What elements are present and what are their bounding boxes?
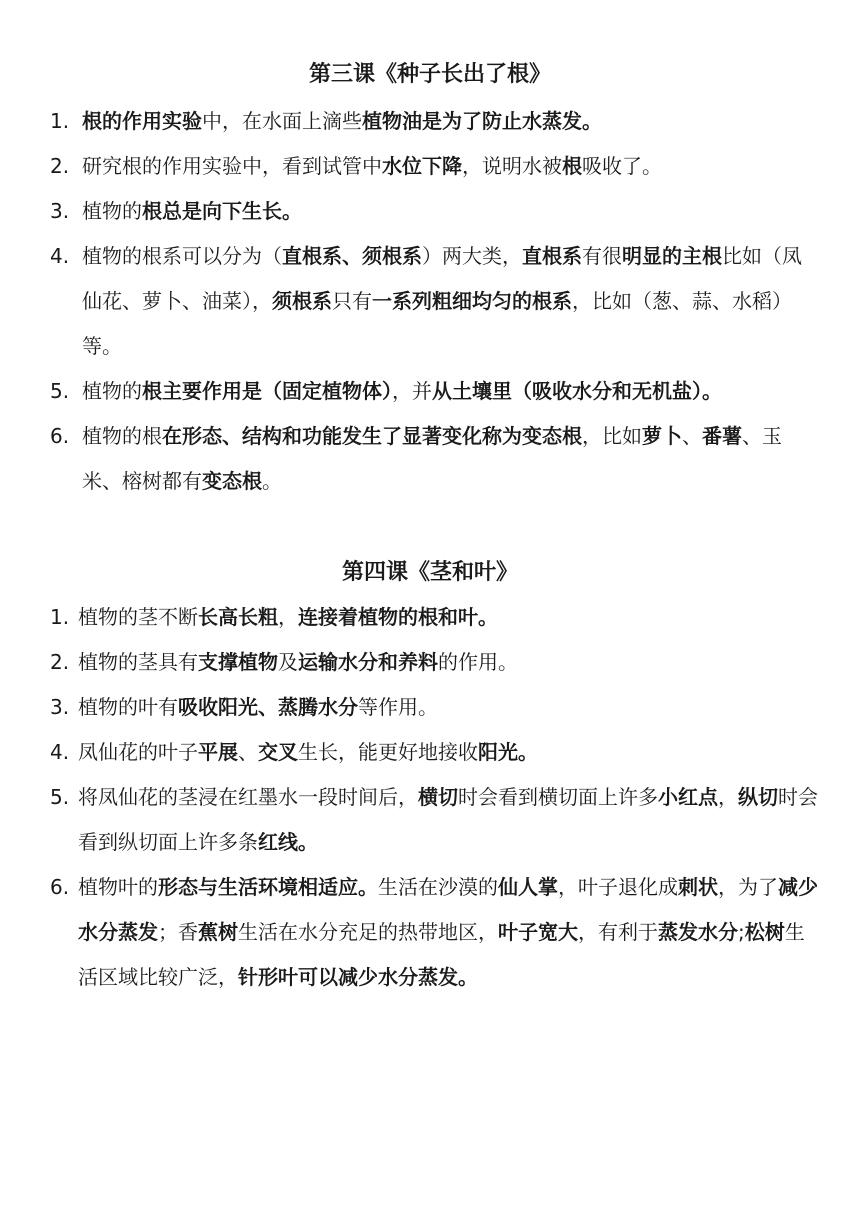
text-run: 中，在水面上滴些 [202, 109, 362, 133]
text-run: 等作用。 [358, 695, 438, 719]
bold-text-run: 针形叶可以减少水分蒸发。 [238, 965, 478, 989]
text-run: 的作用。 [438, 650, 518, 674]
bold-text-run: 植物油是为了防止水蒸发。 [362, 109, 602, 133]
bold-text-run: 叶子宽大 [498, 920, 578, 944]
text-run: 植物的茎具有 [78, 650, 198, 674]
list-item [0, 685, 860, 730]
item-number: 6. [50, 875, 70, 899]
text-run: 有很 [582, 244, 622, 268]
text-run: ，比如（葱、蒜、水稻）等。 [82, 289, 792, 358]
bold-text-run: 须根系 [272, 289, 332, 313]
item-text [78, 785, 818, 854]
item-text [82, 109, 602, 133]
bold-text-run: 红线。 [258, 830, 318, 854]
item-text [82, 379, 722, 403]
bold-text-run: 支撑植物 [198, 650, 278, 674]
text-run: ，说明水被 [462, 154, 562, 178]
list-item [0, 189, 860, 234]
bold-text-run: 番薯 [702, 424, 742, 448]
item-number: 3. [50, 695, 70, 719]
list-item [0, 595, 860, 640]
item-text [82, 154, 662, 178]
bold-text-run: 小红点 [658, 785, 718, 809]
text-run: 比如（凤仙花、萝卜、油菜）， [82, 244, 802, 313]
list-item [0, 414, 860, 504]
bold-text-run: 明显的主根 [622, 244, 722, 268]
bold-text-run: 根 [562, 154, 582, 178]
lesson-4-section [0, 553, 860, 1000]
bold-text-run: 松树 [744, 920, 785, 944]
text-run: 植物的根系可以分为（ [82, 244, 282, 268]
bold-text-run: 横切 [418, 785, 458, 809]
text-run: 研究根的作用实验中，看到试管中 [82, 154, 382, 178]
list-item [0, 730, 860, 775]
item-number: 4. [50, 740, 70, 764]
bold-text-run: 一系列粗细均匀的根系 [372, 289, 572, 313]
text-run: 生长，能更好地接收 [298, 740, 478, 764]
text-run: 植物叶的 [78, 875, 158, 899]
text-run: 生活区域比较广泛， [78, 920, 805, 989]
text-run: 凤仙花的叶子 [78, 740, 198, 764]
item-number: 5. [50, 785, 70, 809]
bold-text-run: 连接着植物的根和叶。 [298, 605, 498, 629]
item-number: 4. [50, 244, 70, 268]
bold-text-run: 根总是向下生长。 [142, 199, 302, 223]
list-item [0, 144, 860, 189]
bold-text-run: 减少水分蒸发 [78, 875, 818, 944]
lesson-4-title: 第四课《茎和叶》 [341, 560, 518, 585]
text-run: 植物的茎不断 [78, 605, 198, 629]
bold-text-run: 平展 [198, 740, 238, 764]
text-run: 植物的叶有 [78, 695, 178, 719]
list-item [0, 865, 860, 1000]
lesson-3-section [0, 55, 860, 504]
text-run: ，比如 [582, 424, 642, 448]
text-run: ）两大类， [422, 244, 522, 268]
text-run: 植物的根 [82, 424, 162, 448]
text-run: 、玉米、榕树都有 [82, 424, 782, 493]
text-run: ; [738, 920, 745, 944]
text-run: ， [718, 785, 738, 809]
item-text [78, 740, 538, 764]
list-item [0, 99, 860, 144]
text-run: 及 [278, 650, 298, 674]
text-run: ，为了 [718, 875, 778, 899]
item-text [78, 875, 818, 989]
list-item [0, 775, 860, 865]
list-item [0, 369, 860, 414]
text-run: 吸收了。 [582, 154, 662, 178]
item-number: 1. [50, 605, 70, 629]
bold-text-run: 萝卜 [642, 424, 682, 448]
list-item [0, 234, 860, 369]
lesson-3-list [0, 99, 860, 504]
bold-text-run: 变态根 [202, 469, 262, 493]
item-text [78, 605, 498, 629]
item-text [82, 424, 782, 493]
text-run: 生活在水分充足的热带地区， [238, 920, 498, 944]
text-run: 、 [682, 424, 702, 448]
bold-text-run: 运输水分和养料 [298, 650, 438, 674]
bold-text-run: 交叉 [258, 740, 298, 764]
lesson-4-list [0, 595, 860, 1000]
item-number: 2. [50, 154, 70, 178]
text-run: 生活在沙漠的 [378, 875, 498, 899]
text-run: 只有 [332, 289, 372, 313]
item-text [78, 650, 518, 674]
text-run: 时会看到纵切面上许多条 [78, 785, 818, 854]
item-number: 6. [50, 424, 70, 448]
bold-text-run: 蒸发水分 [658, 920, 738, 944]
item-number: 5. [50, 379, 70, 403]
text-run: 将凤仙花的茎浸在红墨水一段时间后， [78, 785, 418, 809]
text-run: 植物的 [82, 379, 142, 403]
bold-text-run: 根主要作用是（固定植物体） [142, 379, 392, 403]
text-run: 。 [262, 469, 282, 493]
bold-text-run: 仙人掌 [498, 875, 558, 899]
bold-text-run: 长高长粗 [198, 605, 278, 629]
bold-text-run: 阳光。 [478, 740, 538, 764]
bold-text-run: 直根系 [522, 244, 582, 268]
bold-text-run: 在形态、结构和功能发生了显著变化称为变态根 [162, 424, 582, 448]
text-run: 、 [238, 740, 258, 764]
bold-text-run: 蕉树 [198, 920, 238, 944]
text-run: 植物的 [82, 199, 142, 223]
text-run: ， [278, 605, 298, 629]
list-item [0, 640, 860, 685]
text-run: ，有利于 [578, 920, 658, 944]
text-run: 时会看到横切面上许多 [458, 785, 658, 809]
bold-text-run: 吸收阳光、蒸腾水分 [178, 695, 358, 719]
item-number: 2. [50, 650, 70, 674]
item-text [78, 695, 438, 719]
item-number: 1. [50, 109, 70, 133]
text-run: ，叶子退化成 [558, 875, 678, 899]
text-run: ，并 [392, 379, 432, 403]
item-number: 3. [50, 199, 70, 223]
bold-text-run: 直根系、须根系 [282, 244, 422, 268]
item-text [82, 244, 802, 358]
bold-text-run: 刺状 [678, 875, 718, 899]
item-text [82, 199, 302, 223]
bold-text-run: 形态与生活环境相适应。 [158, 875, 378, 899]
lesson-3-title: 第三课《种子长出了根》 [308, 62, 551, 87]
bold-text-run: 水位下降 [382, 154, 462, 178]
text-run: ；香 [158, 920, 198, 944]
bold-text-run: 从土壤里（吸收水分和无机盐）。 [432, 379, 722, 403]
bold-text-run: 根的作用实验 [82, 109, 202, 133]
bold-text-run: 纵切 [738, 785, 778, 809]
